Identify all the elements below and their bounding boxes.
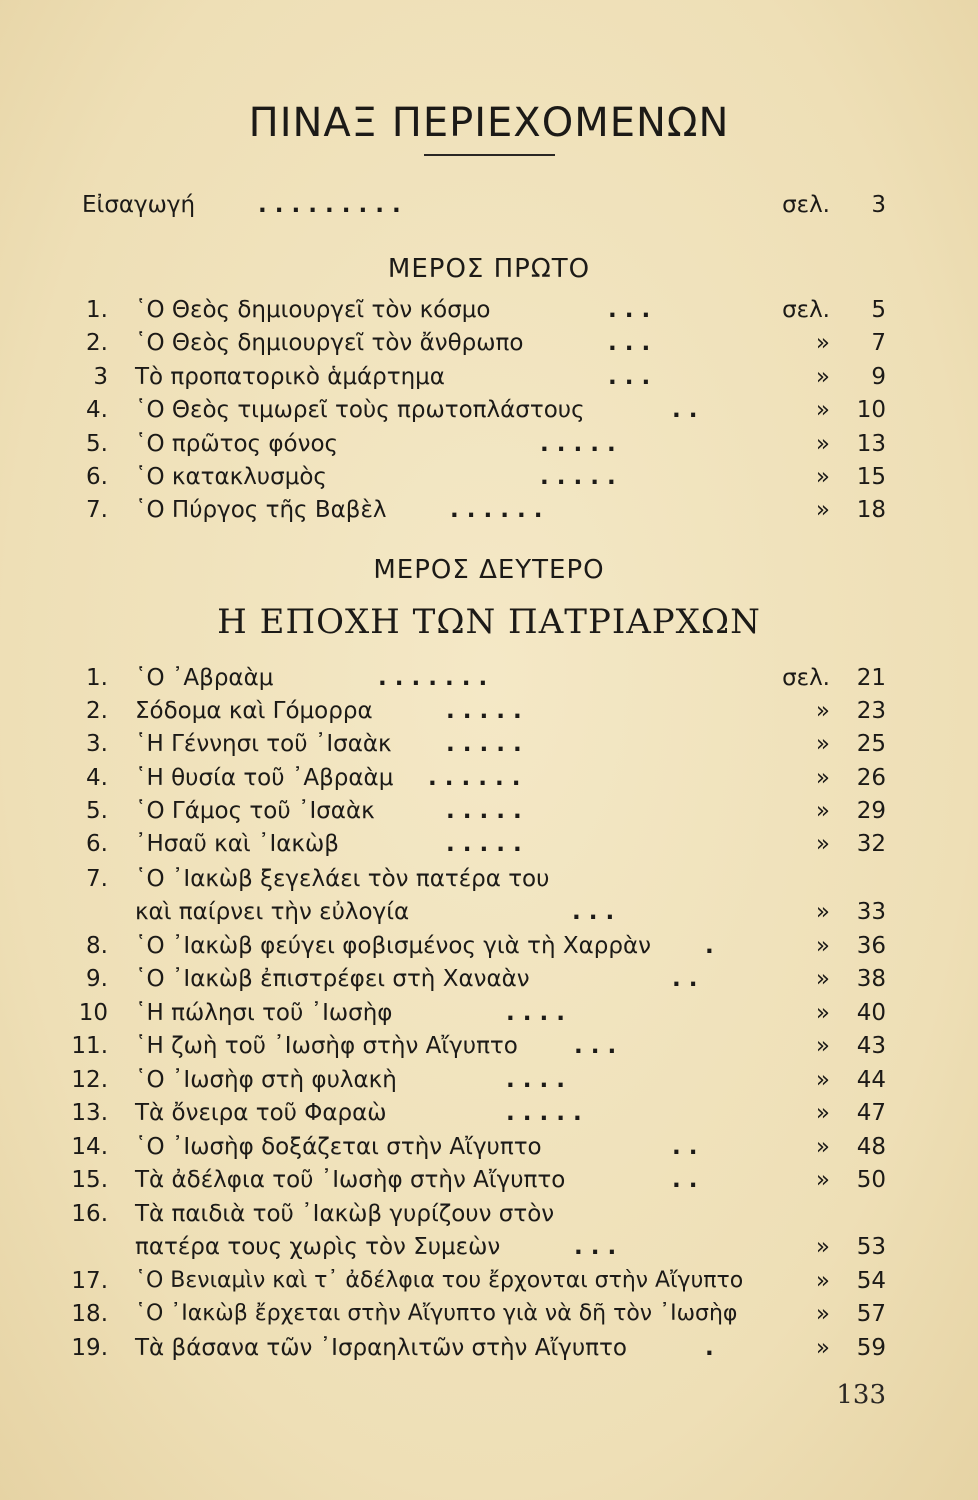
entry-number: 1. (86, 665, 108, 691)
toc-entry (0, 493, 978, 527)
page-prefix: » (815, 1067, 830, 1093)
page-prefix: » (815, 798, 830, 824)
toc-entry (0, 293, 978, 327)
entry-number: 15. (71, 1167, 108, 1193)
toc-entry (0, 761, 978, 795)
page-ref: 5 (871, 297, 886, 323)
entry-number: 3. (86, 731, 108, 757)
entry-number: 3 (93, 364, 108, 390)
page-ref: 59 (856, 1335, 886, 1361)
page-ref: 43 (856, 1033, 886, 1059)
toc-entry (0, 393, 978, 427)
entry-text: Τὰ παιδιὰ τοῦ ᾿Ιακὼβ γυρίζουν στὸν (135, 1201, 555, 1227)
toc-entry (0, 1197, 978, 1231)
entry-text: ῾Ο Θεὸς δημιουργεῖ τὸν κόσμο (135, 297, 491, 323)
part-one-heading: ΜΕΡΟΣ ΠΡΩΤΟ (387, 254, 591, 284)
title-underline (424, 154, 555, 156)
entry-number: 6. (86, 464, 108, 490)
page-prefix: » (815, 431, 830, 457)
leader-dots: . . (672, 1167, 698, 1193)
entry-text: ῾Ο ᾿Ιωσὴφ στὴ φυλακὴ (135, 1067, 397, 1093)
page-ref: 18 (856, 497, 886, 523)
toc-entry (0, 1130, 978, 1164)
entry-number: 12. (71, 1067, 108, 1093)
page-ref: 21 (856, 665, 886, 691)
entry-number: 14. (71, 1134, 108, 1160)
page-ref: 32 (856, 831, 886, 857)
entry-number: 1. (86, 297, 108, 323)
toc-entry (0, 694, 978, 728)
entry-number: 17. (71, 1268, 108, 1294)
page-number: 133 (836, 1380, 886, 1410)
entry-text: ᾿Ησαῦ καὶ ᾿Ιακὼβ (135, 831, 339, 857)
entry-text: καὶ παίρνει τὴν εὐλογία (135, 899, 410, 925)
toc-entry (0, 1063, 978, 1097)
leader-dots: . . . (608, 364, 651, 390)
entry-number: 13. (71, 1100, 108, 1126)
page-prefix: » (815, 1000, 830, 1026)
toc-entry (0, 1264, 978, 1298)
entry-text: ῾Η θυσία τοῦ ᾿Αβραὰμ (135, 765, 394, 791)
entry-text: ῾Ο ᾿Ιακὼβ ξεγελάει τὸν πατέρα του (135, 866, 550, 892)
entry-number: 2. (86, 330, 108, 356)
leader-dots: . . . . . (540, 431, 616, 457)
leader-dots: . . . . . . (428, 765, 521, 791)
page-ref: 36 (856, 933, 886, 959)
entry-text: ῾Ο ᾿Ιακὼβ ἐπιστρέφει στὴ Χαναὰν (135, 966, 530, 992)
entry-number: 7. (86, 866, 108, 892)
leader-dots: . . . . . (506, 1100, 582, 1126)
toc-entry (0, 862, 978, 896)
page-ref: 57 (856, 1301, 886, 1327)
leader-dots: . . . . . . . (378, 665, 488, 691)
page-prefix: » (815, 1167, 830, 1193)
page-ref: 26 (856, 765, 886, 791)
entry-number: 10 (78, 1000, 108, 1026)
entry-text: ῾Ο ᾿Ιακὼβ φεύγει φοβισμένος γιὰ τὴ Χαρρὰν (135, 933, 652, 959)
page-prefix: » (815, 1134, 830, 1160)
page-ref: 23 (856, 698, 886, 724)
page-prefix: » (815, 464, 830, 490)
entry-number: 11. (71, 1033, 108, 1059)
entry-number: 5. (86, 431, 108, 457)
toc-entry (0, 460, 978, 494)
leader-dots: . (705, 1335, 714, 1361)
leader-dots: . . . (574, 1033, 617, 1059)
page-ref: 47 (856, 1100, 886, 1126)
leader-dots: . . . . . (446, 831, 522, 857)
toc-entry (0, 1297, 978, 1331)
leader-dots: . . (672, 1134, 698, 1160)
page-prefix: σελ. (782, 192, 830, 218)
page-ref: 29 (856, 798, 886, 824)
page-ref: 44 (856, 1067, 886, 1093)
entry-text: ῾Ο Θεὸς τιμωρεῖ τοὺς πρωτοπλάστους (135, 397, 585, 423)
toc-entry-introduction (0, 188, 978, 222)
entry-text: ῾Η Γέννησι τοῦ ᾿Ισαὰκ (135, 731, 392, 757)
toc-entry-continuation (0, 895, 978, 929)
entry-text: ῾Η πώλησι τοῦ ᾿Ιωσὴφ (135, 1000, 393, 1026)
toc-entry (0, 661, 978, 695)
leader-dots: . . . (572, 899, 615, 925)
leader-dots: . . . . . (540, 464, 616, 490)
page-prefix: » (815, 497, 830, 523)
page-prefix: » (815, 899, 830, 925)
page-prefix: » (815, 1234, 830, 1260)
toc-entry (0, 827, 978, 861)
page-prefix: » (815, 698, 830, 724)
page-ref: 15 (856, 464, 886, 490)
page-prefix: » (815, 330, 830, 356)
leader-dots: . . . . . (446, 698, 522, 724)
page-prefix: » (815, 831, 830, 857)
page-prefix: » (815, 933, 830, 959)
page-prefix: » (815, 1268, 830, 1294)
entry-text: ῾Ο Θεὸς δημιουργεῖ τὸν ἄνθρωπο (135, 330, 524, 356)
leader-dots: . (705, 933, 714, 959)
leader-dots: . . . (574, 1234, 617, 1260)
entry-number: 6. (86, 831, 108, 857)
entry-text: ῾Ο Πύργος τῆς Βαβὲλ (135, 497, 387, 523)
toc-entry (0, 360, 978, 394)
page-ref: 7 (871, 330, 886, 356)
toc-entry (0, 727, 978, 761)
page-prefix: » (815, 1033, 830, 1059)
entry-number: 4. (86, 765, 108, 791)
page-ref: 10 (856, 397, 886, 423)
page-prefix: » (815, 765, 830, 791)
part-two-heading: ΜΕΡΟΣ ΔΕΥΤΕΡΟ (373, 555, 605, 585)
leader-dots: . . . . . (446, 731, 522, 757)
entry-number: 19. (71, 1335, 108, 1361)
toc-entry (0, 1331, 978, 1365)
toc-entry (0, 996, 978, 1030)
toc-entry (0, 929, 978, 963)
leader-dots: . . (672, 966, 698, 992)
entry-text: ῾Ο πρῶτος φόνος (135, 431, 339, 457)
page-prefix: » (815, 1301, 830, 1327)
leader-dots: . . . . (506, 1067, 565, 1093)
entry-text: Τὸ προπατορικὸ ἁμάρτημα (135, 364, 445, 390)
page-prefix: σελ. (782, 665, 830, 691)
page-title: ΠΙΝΑΞ ΠΕΡΙΕΧΟΜΕΝΩΝ (248, 100, 730, 146)
entry-text: ῾Ο κατακλυσμὸς (135, 464, 327, 490)
page-prefix: » (815, 1335, 830, 1361)
page-ref: 48 (856, 1134, 886, 1160)
leader-dots: . . . . . . (450, 497, 543, 523)
entry-text: Σόδομα καὶ Γόμορρα (135, 698, 373, 724)
entry-number: 7. (86, 497, 108, 523)
page-ref: 50 (856, 1167, 886, 1193)
entry-number: 4. (86, 397, 108, 423)
page-prefix: σελ. (782, 297, 830, 323)
toc-entry (0, 326, 978, 360)
entry-text: Εἰσαγωγή (82, 192, 196, 218)
part-two-subtitle: Η ΕΠΟΧΗ ΤΩΝ ΠΑΤΡΙΑΡΧΩΝ (217, 602, 761, 642)
entry-number: 18. (71, 1301, 108, 1327)
page-ref: 33 (856, 899, 886, 925)
page-prefix: » (815, 966, 830, 992)
page-ref: 54 (856, 1268, 886, 1294)
page-ref: 13 (856, 431, 886, 457)
toc-entry (0, 962, 978, 996)
entry-number: 8. (86, 933, 108, 959)
entry-number: 5. (86, 798, 108, 824)
entry-number: 2. (86, 698, 108, 724)
toc-entry (0, 427, 978, 461)
entry-text: ῾Ο ᾿Αβραὰμ (135, 665, 274, 691)
page-ref: 3 (871, 192, 886, 218)
entry-text: ῾Ο ᾿Ιωσὴφ δοξάζεται στὴν Αἴγυπτο (135, 1134, 542, 1160)
leader-dots: . . . (608, 297, 651, 323)
leader-dots: . . . . . . . . . (258, 192, 401, 218)
page-ref: 40 (856, 1000, 886, 1026)
toc-entry-continuation (0, 1230, 978, 1264)
entry-text: Τὰ ἀδέλφια τοῦ ᾿Ιωσὴφ στὴν Αἴγυπτο (135, 1167, 566, 1193)
toc-entry (0, 1029, 978, 1063)
page-ref: 25 (856, 731, 886, 757)
entry-text: ῾Η ζωὴ τοῦ ᾿Ιωσὴφ στὴν Αἴγυπτο (135, 1033, 518, 1059)
page-prefix: » (815, 731, 830, 757)
page-ref: 53 (856, 1234, 886, 1260)
entry-text: Τὰ ὄνειρα τοῦ Φαραὼ (135, 1100, 387, 1126)
page-ref: 38 (856, 966, 886, 992)
leader-dots: . . . . . (446, 798, 522, 824)
toc-entry (0, 1096, 978, 1130)
leader-dots: . . . . (506, 1000, 565, 1026)
page-prefix: » (815, 397, 830, 423)
entry-text: Τὰ βάσανα τῶν ᾿Ισραηλιτῶν στὴν Αἴγυπτο (135, 1335, 627, 1361)
toc-entry (0, 1163, 978, 1197)
toc-entry (0, 794, 978, 828)
leader-dots: . . . (608, 330, 651, 356)
entry-number: 9. (86, 966, 108, 992)
entry-text: ῾Ο Βενιαμὶν καὶ τ᾿ ἀδέλφια του ἔρχονται στὴν Αἴγυπτο (135, 1268, 744, 1293)
entry-text: ῾Ο ᾿Ιακὼβ ἔρχεται στὴν Αἴγυπτο γιὰ νὰ δῆ τὸν ᾿Ιωσὴφ (135, 1301, 738, 1326)
page-prefix: » (815, 1100, 830, 1126)
page-prefix: » (815, 364, 830, 390)
entry-number: 16. (71, 1201, 108, 1227)
entry-text: πατέρα τους χωρὶς τὸν Συμεὼν (135, 1234, 501, 1260)
page-ref: 9 (871, 364, 886, 390)
entry-text: ῾Ο Γάμος τοῦ ᾿Ισαὰκ (135, 798, 375, 824)
leader-dots: . . (672, 397, 698, 423)
